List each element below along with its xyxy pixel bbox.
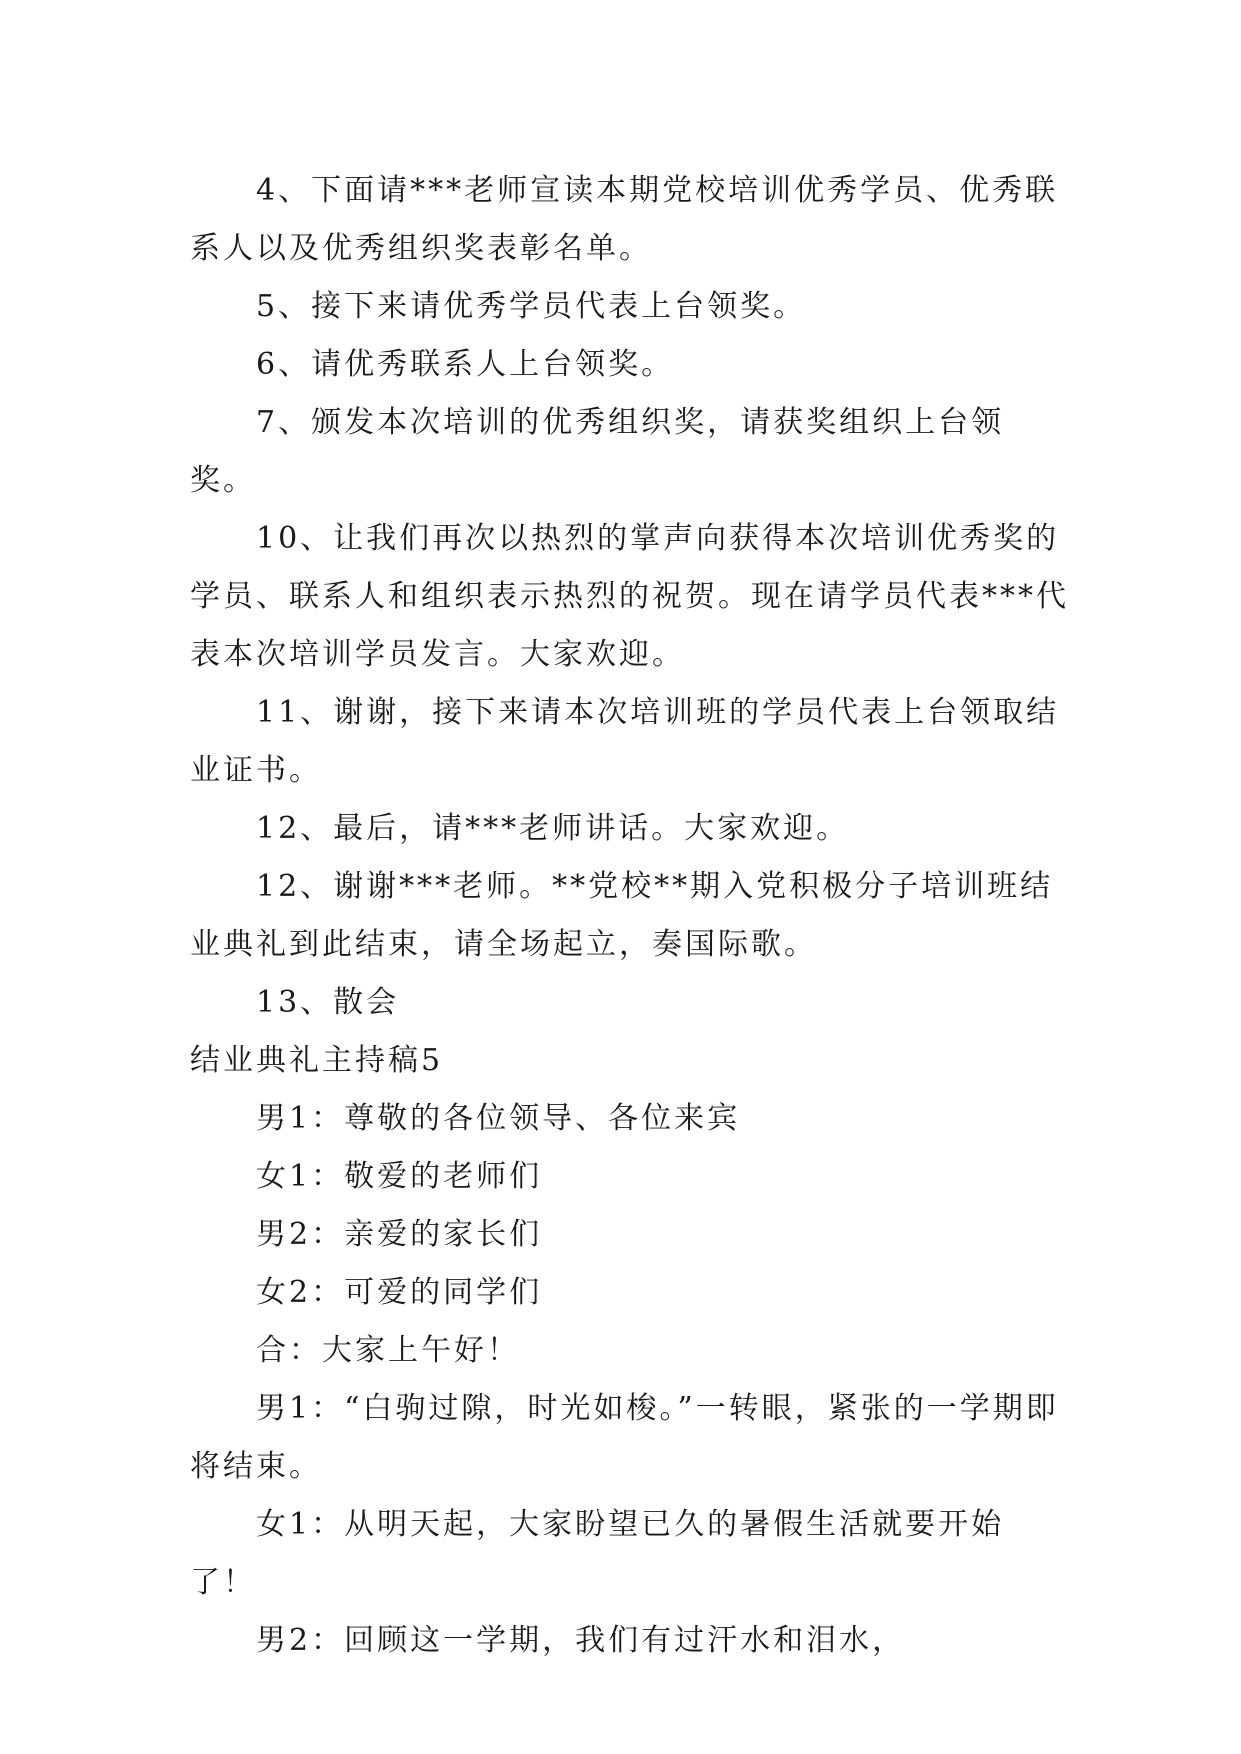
paragraph: 5、接下来请优秀学员代表上台领奖。 xyxy=(256,289,807,324)
paragraph: 10、让我们再次以热烈的掌声向获得本次培训优秀奖的学员、联系人和组织表示热烈的祝贺。现在请学员代表***代表本次培训学员发言。大家欢迎。 xyxy=(190,521,1069,672)
paragraph: 男1：“白驹过隙，时光如梭。”一转眼，紧张的一学期即将结束。 xyxy=(190,1391,1059,1484)
paragraph: 男2：亲爱的家长们 xyxy=(256,1217,543,1252)
paragraph: 12、谢谢***老师。**党校**期入党积极分子培训班结业典礼到此结束，请全场起立，奏国际歌。 xyxy=(190,869,1054,962)
section-heading: 结业典礼主持稿5 xyxy=(190,1043,444,1078)
paragraph: 女1：敬爱的老师们 xyxy=(256,1159,543,1194)
paragraph: 12、最后，请***老师讲话。大家欢迎。 xyxy=(256,811,850,846)
paragraph: 男1：尊敬的各位领导、各位来宾 xyxy=(256,1101,741,1136)
paragraph: 女2：可爱的同学们 xyxy=(256,1275,543,1310)
paragraph: 男2：回顾这一学期，我们有过汗水和泪水， xyxy=(256,1623,906,1658)
document-body xyxy=(190,162,1070,1670)
paragraph: 13、散会 xyxy=(256,985,400,1020)
paragraph: 7、颁发本次培训的优秀组织奖，请获奖组织上台领奖。 xyxy=(190,405,1005,498)
paragraph: 合：大家上午好！ xyxy=(256,1333,520,1368)
paragraph: 4、下面请***老师宣读本期党校培训优秀学员、优秀联系人以及优秀组织奖表彰名单。 xyxy=(190,173,1059,266)
paragraph: 6、请优秀联系人上台领奖。 xyxy=(256,347,675,382)
paragraph: 女1：从明天起，大家盼望已久的暑假生活就要开始了！ xyxy=(190,1507,1005,1600)
paragraph: 11、谢谢，接下来请本次培训班的学员代表上台领取结业证书。 xyxy=(190,695,1060,788)
